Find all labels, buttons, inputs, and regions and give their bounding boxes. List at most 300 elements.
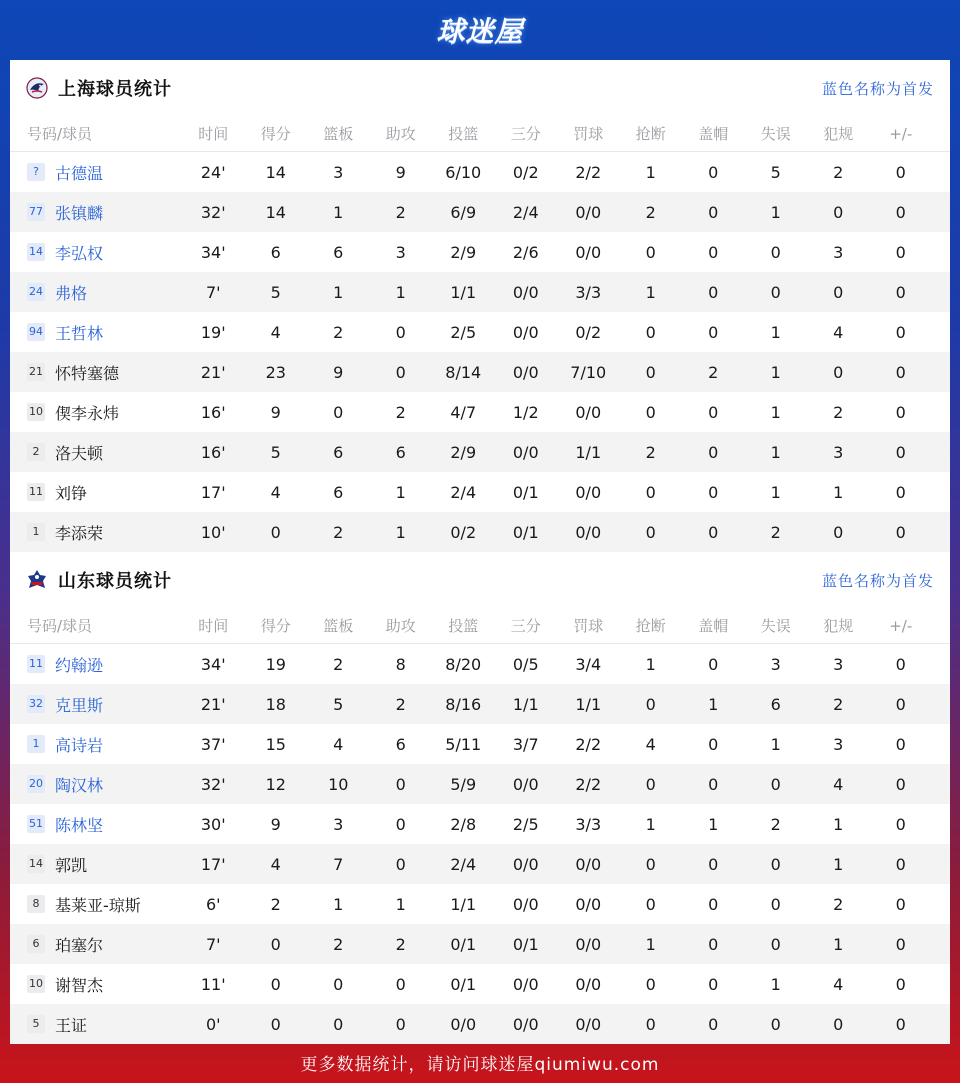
table-row[interactable] [10,512,950,552]
stat-cell: 0 [645,482,656,502]
player-cell [10,161,182,184]
stat-cell: 2 [395,202,406,222]
stat-cell: 0/1 [512,522,539,542]
stat-cell: 2 [395,694,406,714]
stat-cell: 0 [270,974,281,994]
stat-cell: 5 [270,282,281,302]
stat-cell: 0 [645,854,656,874]
table-row[interactable] [10,644,950,684]
jersey-number-badge: 51 [27,815,45,833]
stat-cell: 0 [708,894,719,914]
stat-cell: 2 [395,402,406,422]
stat-cell: 6 [270,242,281,262]
stat-cell: 0 [833,282,844,302]
jersey-number-badge: 1 [27,523,45,541]
stat-cell: 0 [395,322,406,342]
stat-cell: 32' [200,774,226,794]
stat-cell: 0/0 [512,282,539,302]
column-header: 三分 [510,617,541,635]
starter-legend: 蓝色名称为首发 [821,571,934,590]
column-header: 得分 [260,125,291,143]
stat-cell: 3/3 [575,814,602,834]
stat-cell: 4 [270,322,281,342]
stat-cell: 2/5 [450,322,477,342]
player-name[interactable]: 陶汉林 [55,775,104,795]
jersey-number-badge: 11 [27,655,45,673]
stat-cell: 6 [333,482,344,502]
column-header: 犯规 [823,125,854,143]
stat-cell: 2/4 [450,854,477,874]
stat-cell: 6 [395,442,406,462]
stat-cell: 0/0 [512,442,539,462]
jersey-number-badge: 77 [27,203,45,221]
jersey-number-badge: 21 [27,363,45,381]
stat-cell: 0 [895,734,906,754]
stat-cell: 15 [265,734,286,754]
stat-cell: 2 [833,162,844,182]
stat-cell: 6/9 [450,202,477,222]
stat-cell: 1 [645,162,656,182]
stat-cell: 0 [708,322,719,342]
jersey-number-badge: 14 [27,243,45,261]
stat-cell: 0/0 [575,974,602,994]
footer-link-text[interactable]: 更多数据统计，请访问球迷屋qiumiwu.com [300,1055,660,1075]
stat-cell: 2/4 [512,202,539,222]
stat-cell: 19 [265,654,286,674]
stat-cell: 0 [833,202,844,222]
stat-cell: 19' [200,322,226,342]
player-cell [10,933,182,956]
stat-cell: 1 [395,522,406,542]
table-row[interactable] [10,804,950,844]
stat-cell: 6 [333,242,344,262]
player-cell [10,973,182,996]
stat-cell: 0 [708,522,719,542]
stat-cell: 0 [645,242,656,262]
table-row[interactable] [10,312,950,352]
stat-cell: 4 [833,974,844,994]
column-header: 犯规 [823,617,854,635]
stat-cell: 34' [200,242,226,262]
stat-cell: 0 [708,934,719,954]
stat-cell: 6/10 [445,162,482,182]
stat-cell: 0 [645,402,656,422]
shanghai-sharks-logo-icon [26,77,48,99]
column-header: 罚球 [573,617,604,635]
stat-cell: 4 [333,734,344,754]
stat-cell: 5 [770,162,781,182]
stat-cell: 0/1 [512,482,539,502]
stat-cell: 0 [770,854,781,874]
stat-cell: 0 [895,242,906,262]
stat-cell: 2 [833,894,844,914]
table-row[interactable] [10,1004,950,1044]
player-cell [10,441,182,464]
stat-cell: 1 [770,202,781,222]
stat-cell: 0 [708,774,719,794]
stat-cell: 1 [645,654,656,674]
player-cell [10,773,182,796]
stat-cell: 1 [395,282,406,302]
stat-cell: 5 [270,442,281,462]
column-header: 篮板 [323,617,354,635]
column-header: 抢断 [635,617,666,635]
jersey-number-badge: 32 [27,695,45,713]
stat-cell: 0 [895,402,906,422]
stat-cell: 7/10 [570,362,607,382]
table-row[interactable] [10,232,950,272]
jersey-number-badge: ? [27,163,45,181]
stat-cell: 21' [200,362,226,382]
stat-cell: 0/0 [575,522,602,542]
column-header: 失误 [760,125,791,143]
column-header: 盖帽 [698,125,729,143]
player-cell [10,201,182,224]
column-header: 投篮 [448,125,479,143]
stat-cell: 1 [645,814,656,834]
stat-cell: 0/0 [512,362,539,382]
table-row[interactable] [10,472,950,512]
brand-logo[interactable]: 球迷屋 [436,15,524,48]
table-row[interactable] [10,764,950,804]
stat-cell: 34' [200,654,226,674]
stat-cell: 0 [770,1014,781,1034]
table-row[interactable] [10,392,950,432]
stat-cell: 0/1 [512,934,539,954]
stat-cell: 10 [328,774,349,794]
stat-cell: 9 [395,162,406,182]
stat-cell: 1/2 [512,402,539,422]
stat-cell: 0 [708,442,719,462]
stat-cell: 2/2 [575,774,602,794]
table-row[interactable] [10,964,950,1004]
stat-cell: 0/2 [512,162,539,182]
team-title [26,567,172,593]
stat-cell: 1/1 [450,282,477,302]
table-row[interactable] [10,724,950,764]
stat-cell: 8/16 [445,694,482,714]
stat-cell: 23 [265,362,286,382]
stat-cell: 0 [895,694,906,714]
stat-cell: 7 [333,854,344,874]
stat-cell: 1 [770,734,781,754]
footer-banner [0,1042,960,1083]
stat-cell: 24' [200,162,226,182]
jersey-number-badge: 20 [27,775,45,793]
stat-cell: 2 [333,522,344,542]
stat-cell: 5 [333,694,344,714]
stat-cell: 0 [895,774,906,794]
player-cell [10,361,182,384]
stat-cell: 0 [895,854,906,874]
stat-cell: 11' [200,974,226,994]
stat-cell: 1 [645,282,656,302]
player-name[interactable]: 王哲林 [55,323,104,343]
stat-cell: 0 [770,774,781,794]
stat-cell: 4 [645,734,656,754]
player-name[interactable]: 王证 [55,1015,88,1035]
stat-cell: 9 [333,362,344,382]
stat-cell: 5/9 [450,774,477,794]
stat-cell: 0 [770,282,781,302]
stat-cell: 2/6 [512,242,539,262]
app-header [0,0,960,60]
column-header: 助攻 [385,617,416,635]
player-name[interactable]: 克里斯 [55,695,104,715]
jersey-number-badge: 8 [27,895,45,913]
stat-cell: 2 [333,654,344,674]
player-cell [10,853,182,876]
stat-cell: 1 [333,202,344,222]
stat-cell: 12 [265,774,286,794]
player-table-body [10,644,950,1044]
stat-cell: 1 [770,322,781,342]
player-name[interactable]: 基莱亚-琼斯 [55,895,141,915]
stat-cell: 0/0 [575,402,602,422]
team-name: 山东球员统计 [58,571,172,592]
stat-cell: 0 [645,774,656,794]
column-header: 盖帽 [698,617,729,635]
stat-cell: 1 [833,482,844,502]
column-header: +/- [889,616,913,635]
jersey-number-badge: 10 [27,975,45,993]
stat-cell: 10' [200,522,226,542]
stat-cell: 0 [645,1014,656,1034]
column-header: 号码/球员 [27,125,93,143]
stat-cell: 0/0 [575,934,602,954]
stat-cell: 1 [333,894,344,914]
stat-cell: 9 [270,814,281,834]
stat-cell: 0/0 [575,202,602,222]
stat-cell: 0 [895,934,906,954]
table-row[interactable] [10,884,950,924]
stat-cell: 2 [833,694,844,714]
jersey-number-badge: 6 [27,935,45,953]
jersey-number-badge: 94 [27,323,45,341]
stat-cell: 0/5 [512,654,539,674]
team-title [26,75,172,101]
stat-cell: 4 [270,854,281,874]
player-cell [10,893,182,916]
team-name: 上海球员统计 [58,79,172,100]
player-cell [10,653,182,676]
table-row[interactable] [10,192,950,232]
stat-cell: 0/1 [450,934,477,954]
stat-cell: 0 [645,894,656,914]
stat-cell: 2/2 [575,734,602,754]
stat-cell: 0 [708,282,719,302]
starter-legend: 蓝色名称为首发 [821,79,934,98]
stat-cell: 1 [833,814,844,834]
stat-cell: 1 [708,694,719,714]
table-row[interactable] [10,432,950,472]
stat-cell: 0 [895,522,906,542]
table-row[interactable] [10,684,950,724]
column-header: 号码/球员 [27,617,93,635]
stat-cell: 0 [708,402,719,422]
player-name[interactable]: 郭凯 [55,855,88,875]
stat-cell: 0 [395,1014,406,1034]
stat-cell: 0 [895,202,906,222]
stat-cell: 1 [770,442,781,462]
team-stats-panel-shanghai [10,60,950,552]
stat-cell: 1/1 [512,694,539,714]
player-name[interactable]: 弗格 [55,283,88,303]
stat-cell: 0 [708,162,719,182]
stat-cell: 6' [205,894,221,914]
stat-cell: 0 [645,694,656,714]
stat-cell: 2/4 [450,482,477,502]
stat-cell: 0 [708,1014,719,1034]
player-name[interactable]: 约翰逊 [55,655,104,675]
stat-cell: 0 [833,1014,844,1034]
jersey-number-badge: 11 [27,483,45,501]
stat-cell: 17' [200,854,226,874]
player-name[interactable]: 高诗岩 [55,735,104,755]
stat-cell: 1 [833,934,844,954]
panel-header [10,552,950,608]
table-header [10,608,950,644]
stat-cell: 0 [770,934,781,954]
player-name[interactable]: 偰李永炜 [55,403,120,423]
stat-cell: 8 [395,654,406,674]
stat-cell: 1 [770,974,781,994]
stat-cell: 2 [645,442,656,462]
stat-cell: 0 [333,402,344,422]
stat-cell: 0/0 [450,1014,477,1034]
jersey-number-badge: 5 [27,1015,45,1033]
jersey-number-badge: 10 [27,403,45,421]
stat-cell: 0 [895,894,906,914]
stat-cell: 0 [645,974,656,994]
stat-cell: 0/0 [575,482,602,502]
stat-cell: 2 [270,894,281,914]
stat-cell: 2 [333,322,344,342]
player-cell [10,481,182,504]
stat-cell: 0 [708,974,719,994]
stat-cell: 1/1 [450,894,477,914]
player-cell [10,521,182,544]
stat-cell: 0 [770,894,781,914]
stat-cell: 0 [708,242,719,262]
player-cell [10,813,182,836]
column-header: 罚球 [573,125,604,143]
stat-cell: 7' [205,282,221,302]
stat-cell: 3/7 [512,734,539,754]
stat-cell: 7' [205,934,221,954]
stat-cell: 0 [645,322,656,342]
stat-cell: 3 [833,734,844,754]
stat-cell: 1 [333,282,344,302]
player-cell [10,1013,182,1036]
player-name[interactable]: 古德温 [55,163,104,183]
stat-cell: 0 [395,814,406,834]
stat-cell: 9 [270,402,281,422]
jersey-number-badge: 24 [27,283,45,301]
stat-cell: 14 [265,202,286,222]
stat-cell: 1 [833,854,844,874]
player-name[interactable]: 李添荣 [55,523,104,543]
stat-cell: 21' [200,694,226,714]
column-header: 时间 [198,617,229,635]
table-row[interactable] [10,844,950,884]
column-header: 助攻 [385,125,416,143]
player-name[interactable]: 谢智杰 [55,975,104,995]
stat-cell: 0 [270,522,281,542]
stat-cell: 1/1 [575,442,602,462]
stat-cell: 2/9 [450,442,477,462]
stat-cell: 16' [200,402,226,422]
stat-cell: 0/0 [512,894,539,914]
stat-cell: 0/2 [575,322,602,342]
stat-cell: 1 [395,894,406,914]
stat-cell: 2 [333,934,344,954]
table-row[interactable] [10,152,950,192]
stat-cell: 0/0 [512,1014,539,1034]
stat-cell: 3 [333,162,344,182]
stat-cell: 17' [200,482,226,502]
stat-cell: 0 [395,974,406,994]
stat-cell: 0 [895,362,906,382]
stat-cell: 0/0 [575,854,602,874]
table-row[interactable] [10,352,950,392]
player-name[interactable]: 怀特塞德 [55,363,120,383]
column-header: +/- [889,124,913,143]
stat-cell: 2 [708,362,719,382]
stat-cell: 2/5 [512,814,539,834]
player-name[interactable]: 陈林坚 [55,815,104,835]
stat-cell: 0/0 [512,322,539,342]
player-name[interactable]: 李弘权 [55,243,104,263]
column-header: 得分 [260,617,291,635]
stat-cell: 0 [708,482,719,502]
player-cell [10,733,182,756]
table-row[interactable] [10,924,950,964]
stat-cell: 4 [270,482,281,502]
table-row[interactable] [10,272,950,312]
player-name[interactable]: 刘铮 [55,483,88,503]
stat-cell: 30' [200,814,226,834]
stat-cell: 5/11 [445,734,482,754]
stat-cell: 2 [770,814,781,834]
player-name[interactable]: 洛夫顿 [55,443,104,463]
stat-cell: 4 [833,322,844,342]
player-name[interactable]: 张镇麟 [55,203,104,223]
stat-cell: 0 [708,854,719,874]
stat-cell: 0 [645,362,656,382]
column-header: 抢断 [635,125,666,143]
stat-cell: 0 [895,654,906,674]
stat-cell: 0 [333,974,344,994]
stat-cell: 1 [708,814,719,834]
stat-cell: 0' [205,1014,221,1034]
stat-cell: 16' [200,442,226,462]
stat-cell: 0 [270,1014,281,1034]
stat-cell: 2 [833,402,844,422]
stat-cell: 1 [645,934,656,954]
stat-cell: 2/8 [450,814,477,834]
stat-cell: 0 [333,1014,344,1034]
player-name[interactable]: 珀塞尔 [55,935,104,955]
stat-cell: 3 [833,654,844,674]
jersey-number-badge: 1 [27,735,45,753]
stat-cell: 1 [395,482,406,502]
stat-cell: 14 [265,162,286,182]
stat-cell: 6 [770,694,781,714]
stat-cell: 0/2 [450,522,477,542]
stat-cell: 3 [770,654,781,674]
stat-cell: 0 [395,362,406,382]
